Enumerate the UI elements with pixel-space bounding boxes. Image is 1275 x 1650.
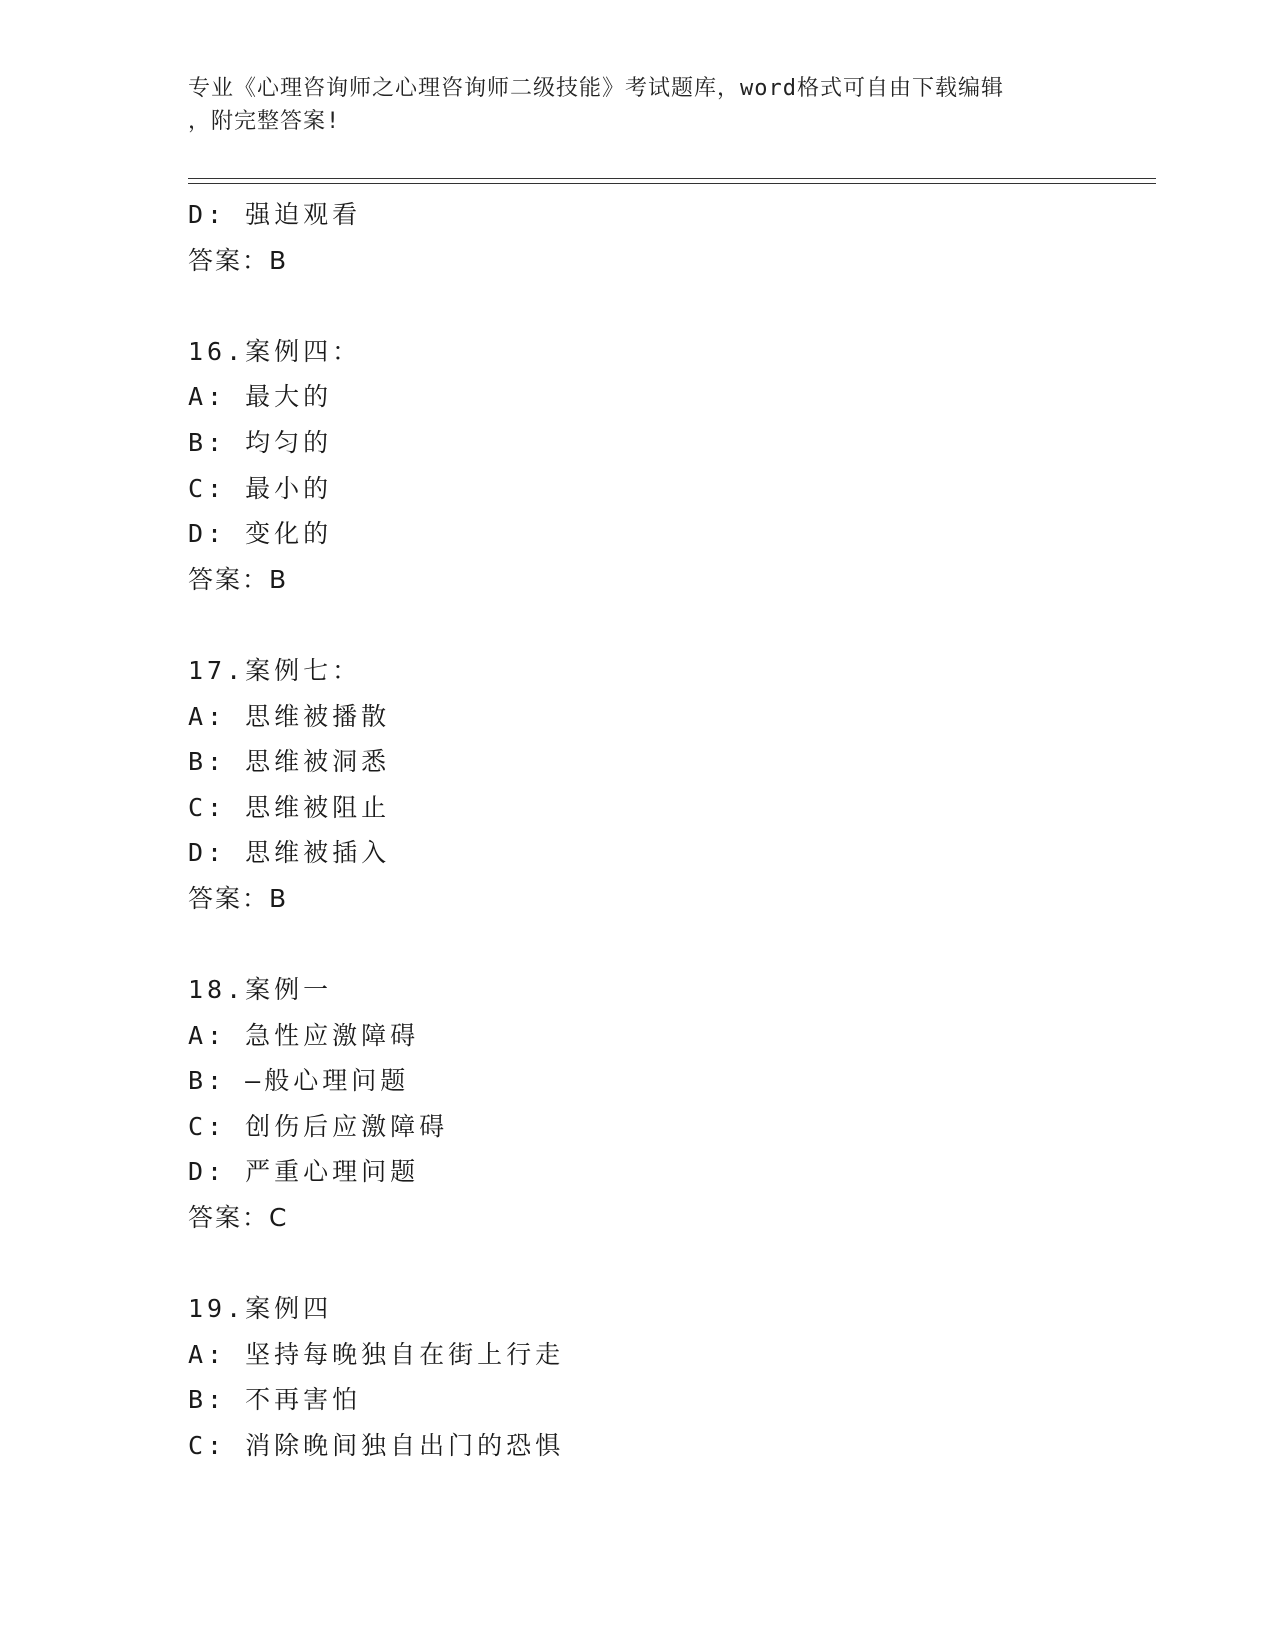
option-line: C: 消除晚间独自出门的恐惧 xyxy=(188,1431,565,1461)
option-line: B: 不再害怕 xyxy=(188,1385,362,1415)
answer-line: 答案：B xyxy=(188,883,289,913)
option-line: B: 思维被洞悉 xyxy=(188,747,391,777)
question-title: 16.案例四： xyxy=(188,336,362,366)
option-line: C: 创伤后应激障碍 xyxy=(188,1111,449,1141)
option-line: D: 严重心理问题 xyxy=(188,1157,420,1187)
question-title: 17.案例七： xyxy=(188,655,362,685)
option-line: C: 思维被阻止 xyxy=(188,792,391,822)
option-line: A: 急性应激障碍 xyxy=(188,1020,420,1050)
document-header xyxy=(188,72,1088,138)
question-title: 19.案例四 xyxy=(188,1294,333,1324)
spacer xyxy=(188,602,1156,648)
spacer xyxy=(188,1241,1156,1287)
option-line: B: 均匀的 xyxy=(188,427,333,457)
question-title: 18.案例一 xyxy=(188,975,333,1005)
option-line: C: 最小的 xyxy=(188,473,333,503)
option-line: D: 思维被插入 xyxy=(188,838,391,868)
header-line-1: 专业《心理咨询师之心理咨询师二级技能》考试题库，word格式可自由下载编辑 xyxy=(188,76,1004,101)
header-divider-top xyxy=(188,178,1156,179)
spacer xyxy=(188,922,1156,968)
answer-line: 答案：B xyxy=(188,245,289,275)
spacer xyxy=(188,283,1156,329)
header-divider-bottom xyxy=(188,183,1156,184)
option-line: B: —般心理问题 xyxy=(188,1066,410,1096)
option-line: A: 坚持每晚独自在街上行走 xyxy=(188,1339,565,1369)
answer-line: 答案：B xyxy=(188,564,289,594)
answer-line: 答案：C xyxy=(188,1203,289,1233)
question-list xyxy=(188,192,1156,1469)
option-line: A: 思维被播散 xyxy=(188,701,391,731)
option-line: A: 最大的 xyxy=(188,382,333,412)
option-line: D: 变化的 xyxy=(188,519,333,549)
header-line-2: ，附完整答案! xyxy=(188,109,341,134)
option-line: D: 强迫观看 xyxy=(188,200,362,229)
